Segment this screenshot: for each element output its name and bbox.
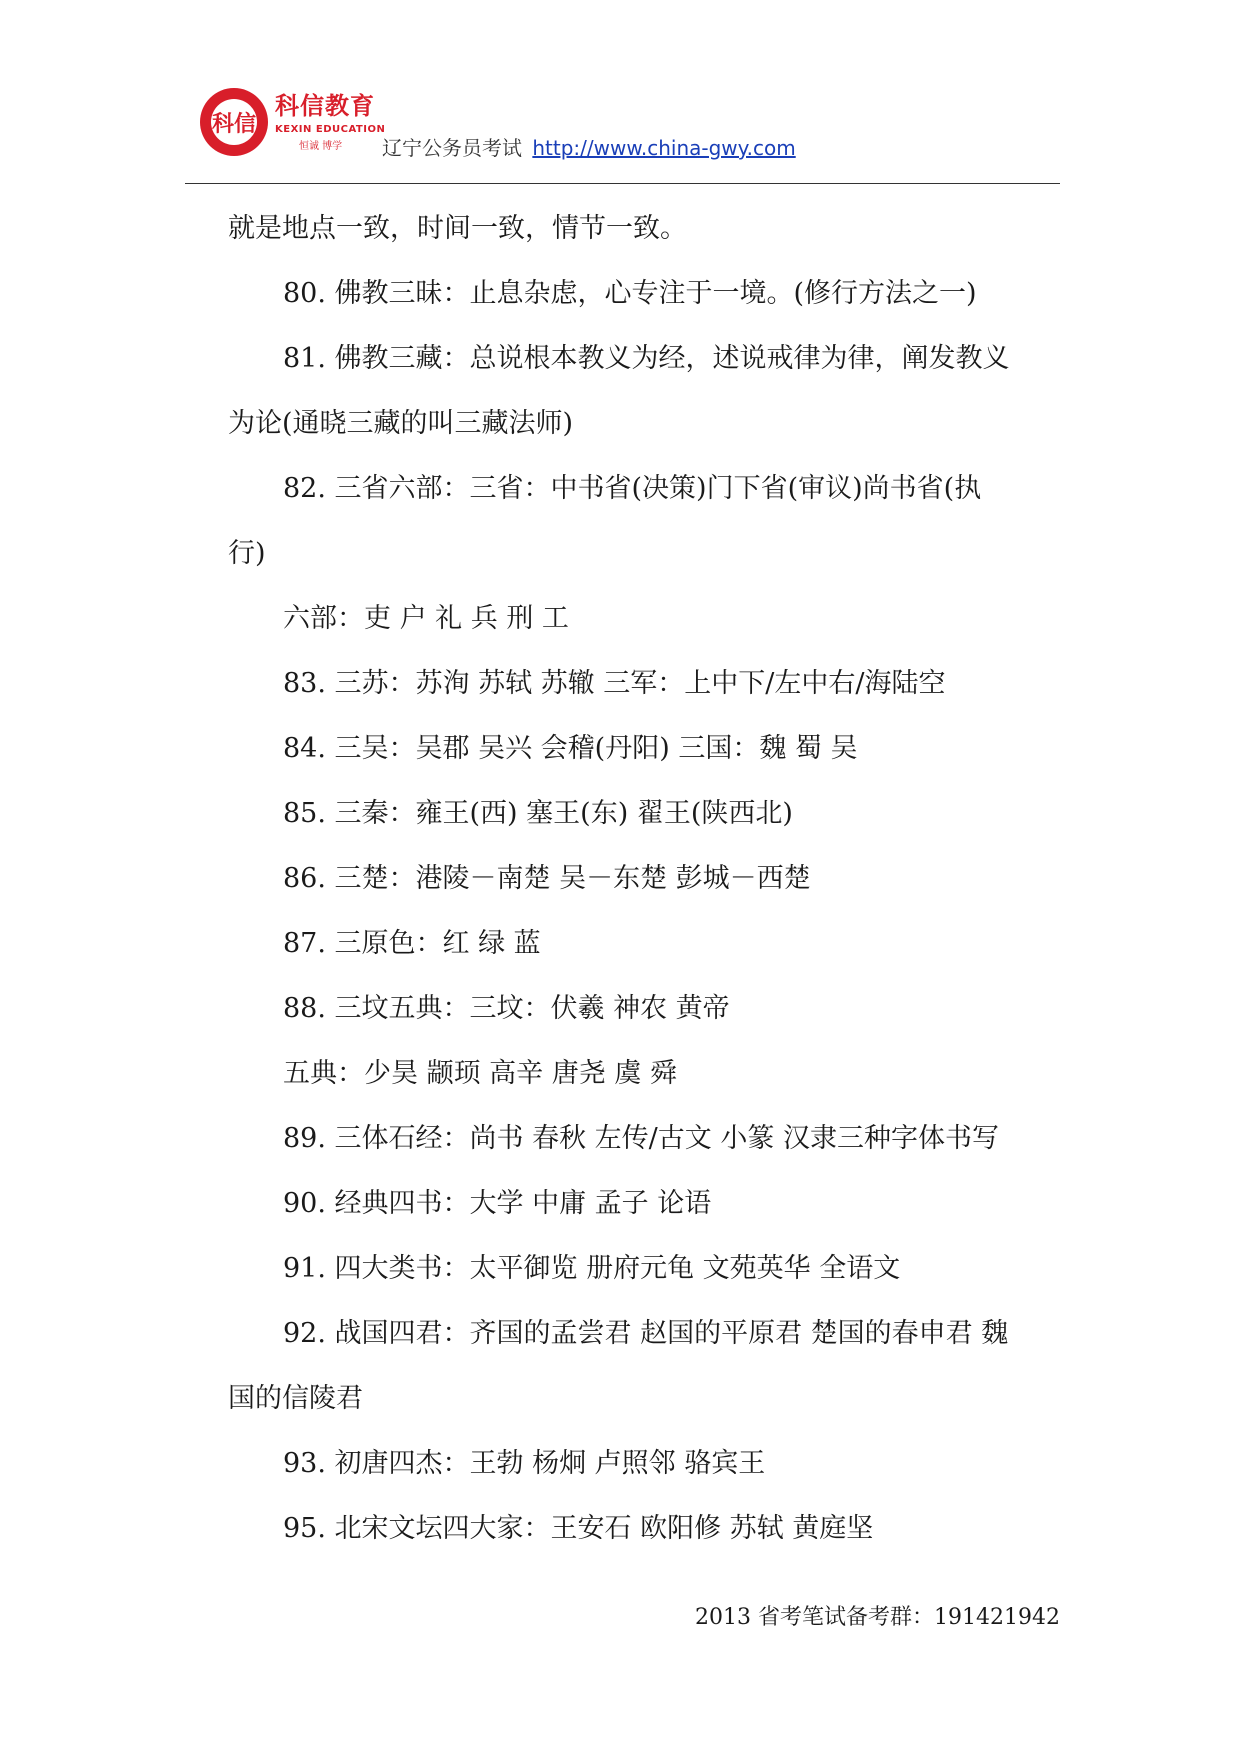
text-line: 84. 三吴：吴郡 吴兴 会稽(丹阳) 三国：魏 蜀 吴 — [283, 733, 858, 764]
header-site-line — [382, 132, 796, 161]
text-line: 90. 经典四书：大学 中庸 孟子 论语 — [283, 1188, 712, 1219]
site-label: 辽宁公务员考试 — [382, 136, 522, 160]
page-header — [0, 0, 1241, 190]
site-url-link[interactable]: http://www.china-gwy.com — [532, 136, 796, 160]
text-line: 六部：吏 户 礼 兵 刑 工 — [283, 603, 569, 634]
text-line: 95. 北宋文坛四大家：王安石 欧阳修 苏轼 黄庭坚 — [283, 1513, 874, 1544]
text-line: 92. 战国四君：齐国的孟尝君 赵国的平原君 楚国的春申君 魏 — [283, 1318, 1009, 1349]
text-line: 五典：少昊 颛顼 高辛 唐尧 虞 舜 — [283, 1058, 677, 1089]
text-line: 87. 三原色：红 绿 蓝 — [283, 928, 541, 959]
header-divider — [185, 183, 1060, 184]
text-line: 国的信陵君 — [228, 1383, 363, 1414]
brand-motto: 恒诚 博学 — [299, 141, 343, 152]
kexin-logo-icon — [200, 88, 268, 156]
text-line: 82. 三省六部：三省：中书省(决策)门下省(审议)尚书省(执 — [283, 473, 982, 504]
text-line: 85. 三秦：雍王(西) 塞王(东) 翟王(陕西北) — [283, 798, 793, 829]
text-line: 81. 佛教三藏：总说根本教义为经，述说戒律为律，阐发教义 — [283, 343, 1010, 374]
text-line: 89. 三体石经：尚书 春秋 左传/古文 小篆 汉隶三种字体书写 — [283, 1123, 999, 1154]
logo-mark: 科信 — [211, 99, 257, 145]
brand-name-cn: 科信教育 — [275, 92, 375, 120]
text-line: 行) — [228, 538, 266, 569]
document-body — [228, 196, 1060, 1561]
text-line: 80. 佛教三昧：止息杂虑，心专注于一境。(修行方法之一) — [283, 278, 977, 309]
text-line: 83. 三苏：苏洵 苏轼 苏辙 三军：上中下/左中右/海陆空 — [283, 668, 946, 699]
text-line: 93. 初唐四杰：王勃 杨炯 卢照邻 骆宾王 — [283, 1448, 766, 1479]
text-line: 91. 四大类书：太平御览 册府元龟 文苑英华 全语文 — [283, 1253, 901, 1284]
brand-name-en: KEXIN EDUCATION — [275, 124, 386, 135]
text-line: 为论(通晓三藏的叫三藏法师) — [228, 408, 574, 439]
text-line: 86. 三楚：港陵－南楚 吴－东楚 彭城－西楚 — [283, 863, 811, 894]
text-line: 就是地点一致，时间一致，情节一致。 — [228, 213, 687, 244]
footer-note: 2013 省考笔试备考群：191421942 — [695, 1605, 1060, 1630]
brand-block — [275, 86, 385, 152]
text-line: 88. 三坟五典：三坟：伏羲 神农 黄帝 — [283, 993, 730, 1024]
